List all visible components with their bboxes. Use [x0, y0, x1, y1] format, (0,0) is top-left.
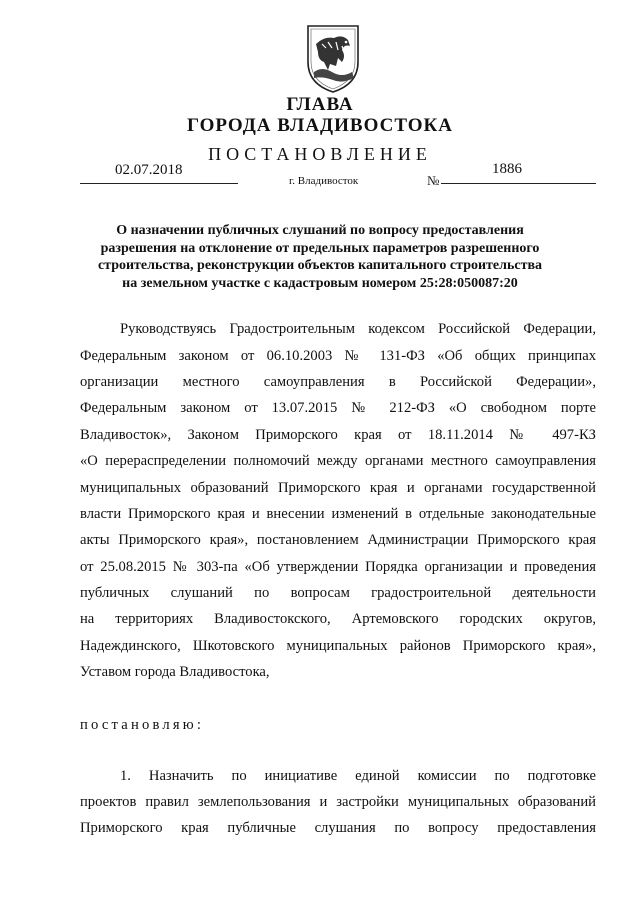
preamble-line: от 25.08.2015 № 303-па «Об утверждении Порядка организации и проведения — [80, 559, 596, 575]
number-underline — [441, 183, 596, 184]
item-1-line: Приморского края публичные слушания по вопросу предоставления — [80, 820, 596, 836]
preamble-line: Уставом города Владивостока, — [80, 664, 270, 680]
preamble-line: «О перераспределении полномочий между органами местного самоуправления — [80, 453, 596, 469]
item-1-line: проектов правил землепользования и застройки муниципальных образований — [80, 794, 596, 810]
document-type: ПОСТАНОВЛЕНИЕ — [208, 144, 432, 164]
header-line-2: ГОРОДА ВЛАДИВОСТОКА — [186, 115, 454, 136]
document-city: г. Владивосток — [289, 175, 359, 187]
preamble-line: Федеральным законом от 13.07.2015 № 212-ФЗ «О свободном порте — [80, 400, 596, 416]
preamble-line: организации местного самоуправления в Российской Федерации», — [80, 374, 596, 390]
preamble-line: Руководствуясь Градостроительным кодексом Российской Федерации, — [120, 321, 596, 337]
date-underline — [80, 183, 238, 184]
title-line: О назначении публичных слушаний по вопросу предоставления — [116, 223, 524, 238]
document-number: 1886 — [492, 161, 522, 177]
title-line: строительства, реконструкции объектов капитального строительства — [97, 258, 543, 273]
preamble-line: Владивосток», Законом Приморского края от 18.11.2014 № 497-КЗ — [80, 427, 596, 443]
title-line: разрешения на отклонение от предельных параметров разрешенного — [100, 240, 540, 256]
preamble-line: Федеральным законом от 06.10.2003 № 131-ФЗ «Об общих принципах — [80, 348, 596, 364]
decree-word: постановляю: — [80, 717, 205, 733]
preamble-line: Надеждинского, Шкотовского муниципальных районов Приморского края», — [80, 638, 596, 654]
preamble-line: власти Приморского края и внесении изменений в отдельные законодательные — [80, 506, 596, 522]
preamble-line: на территориях Владивостокского, Артемовского городских округов, — [80, 611, 596, 627]
title-line: на земельном участке с кадастровым номером 25:28:050087:20 — [122, 275, 518, 291]
preamble-line: публичных слушаний по вопросам градостроительной деятельности — [80, 585, 596, 601]
coat-of-arms-icon — [302, 22, 364, 94]
number-sign: № — [427, 173, 440, 188]
header-line-1: ГЛАВА — [286, 94, 354, 115]
document-title — [60, 222, 580, 292]
preamble-line: акты Приморского края», постановлением Администрации Приморского края — [80, 532, 596, 548]
preamble-line: муниципальных образований Приморского края и органами государственной — [80, 480, 596, 496]
document-date: 02.07.2018 — [115, 162, 183, 178]
item-1-line: 1. Назначить по инициативе единой комиссии по подготовке — [120, 768, 596, 784]
